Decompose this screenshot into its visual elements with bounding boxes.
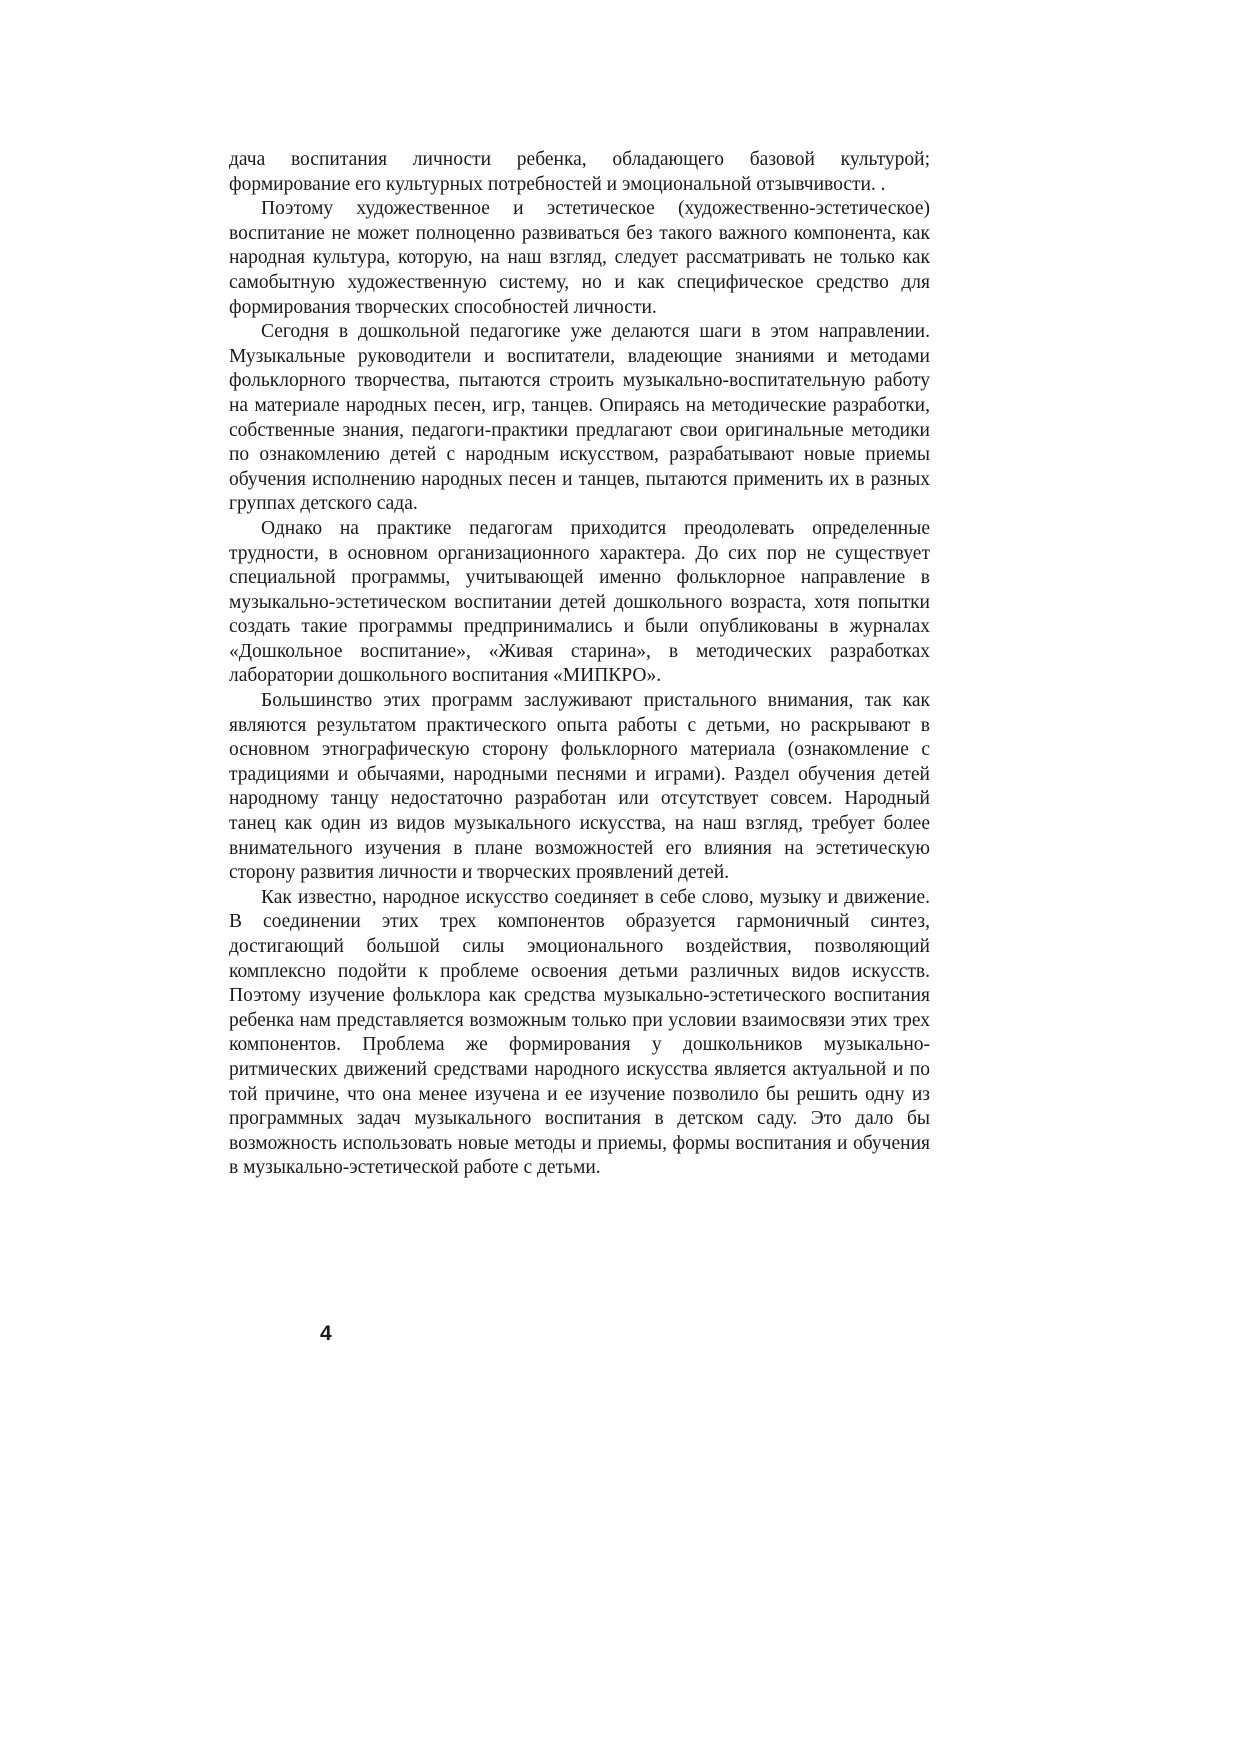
paragraph-4: Однако на практике педагогам приходится преодолевать определенные трудности, в основном организационного характера. До сих пор не существует специальной программы, учитывающей именно фольклорное направление в музыкально-эстетическом воспитании детей дошкольного возраста, хотя попытки создать такие программы предпринимались и были опубликованы в журналах «Дошкольное воспитание», «Живая старина», в методических разработках лаборатории дошкольного воспитания «МИПКРО». (229, 517, 930, 687)
paragraph-6: Как известно, народное искусство соединяет в себе слово, музыку и движение. В соединении этих трех компонентов образуется гармоничный синтез, достигающий большой силы эмоционального воздействия, позволяющий комплексно подойти к проблеме освоения детьми различных видов искусств. Поэтому изучение фольклора как средства музыкально-эстетического воспитания ребенка нам представляется возможным только при условии взаимосвязи этих трех компонентов. Проблема же формирования у дошкольников музыкально-ритмических движений средствами народного искусства является актуальной и по той причине, что она менее изучена и ее изучение позволило бы решить одну из программных задач музыкального воспитания в детском саду. Это дало бы возможность использовать новые методы и приемы, формы воспитания и обучения в музыкально-эстетической работе с детьми. (229, 886, 930, 1179)
paragraph-3: Сегодня в дошкольной педагогике уже делаются шаги в этом направлении. Музыкальные руководители и воспитатели, владеющие знаниями и методами фольклорного творчества, пытаются строить музыкально-воспитательную работу на материале народных песен, игр, танцев. Опираясь на методические разработки, собственные знания, педагоги-практики предлагают свои оригинальные методики по ознакомлению детей с народным искусством, разрабатывают новые приемы обучения исполнению народных песен и танцев, пытаются применить их в разных группах детского сада. (229, 321, 930, 515)
page-number: 4 (320, 1322, 332, 1345)
paragraph-5: Большинство этих программ заслуживают пристального внимания, так как являются результатом практического опыта работы с детьми, но раскрывают в основном этнографическую сторону фольклорного материала (ознакомление с традициями и обычаями, народными песнями и играми). Раздел обучения детей народному танцу недостаточно разработан или отсутствует совсем. Народный танец как один из видов музыкального искусства, на наш взгляд, требует более внимательного изучения в плане возможностей его влияния на эстетическую сторону развития личности и творческих проявлений детей. (229, 690, 930, 884)
paragraph-2: Поэтому художественное и эстетическое (художественно-эстетическое) воспитание не может полноценно развиваться без такого важного компонента, как народная культура, которую, на наш взгляд, следует рассматривать не только как самобытную художественную систему, но и как специфическое средство для формирования творческих способностей личности. (229, 198, 930, 318)
body-text (229, 148, 930, 1181)
paragraph-1: дача воспитания личности ребенка, обладающего базовой культурой; формирование его культурных потребностей и эмоциональной отзывчивости. . (229, 149, 930, 195)
